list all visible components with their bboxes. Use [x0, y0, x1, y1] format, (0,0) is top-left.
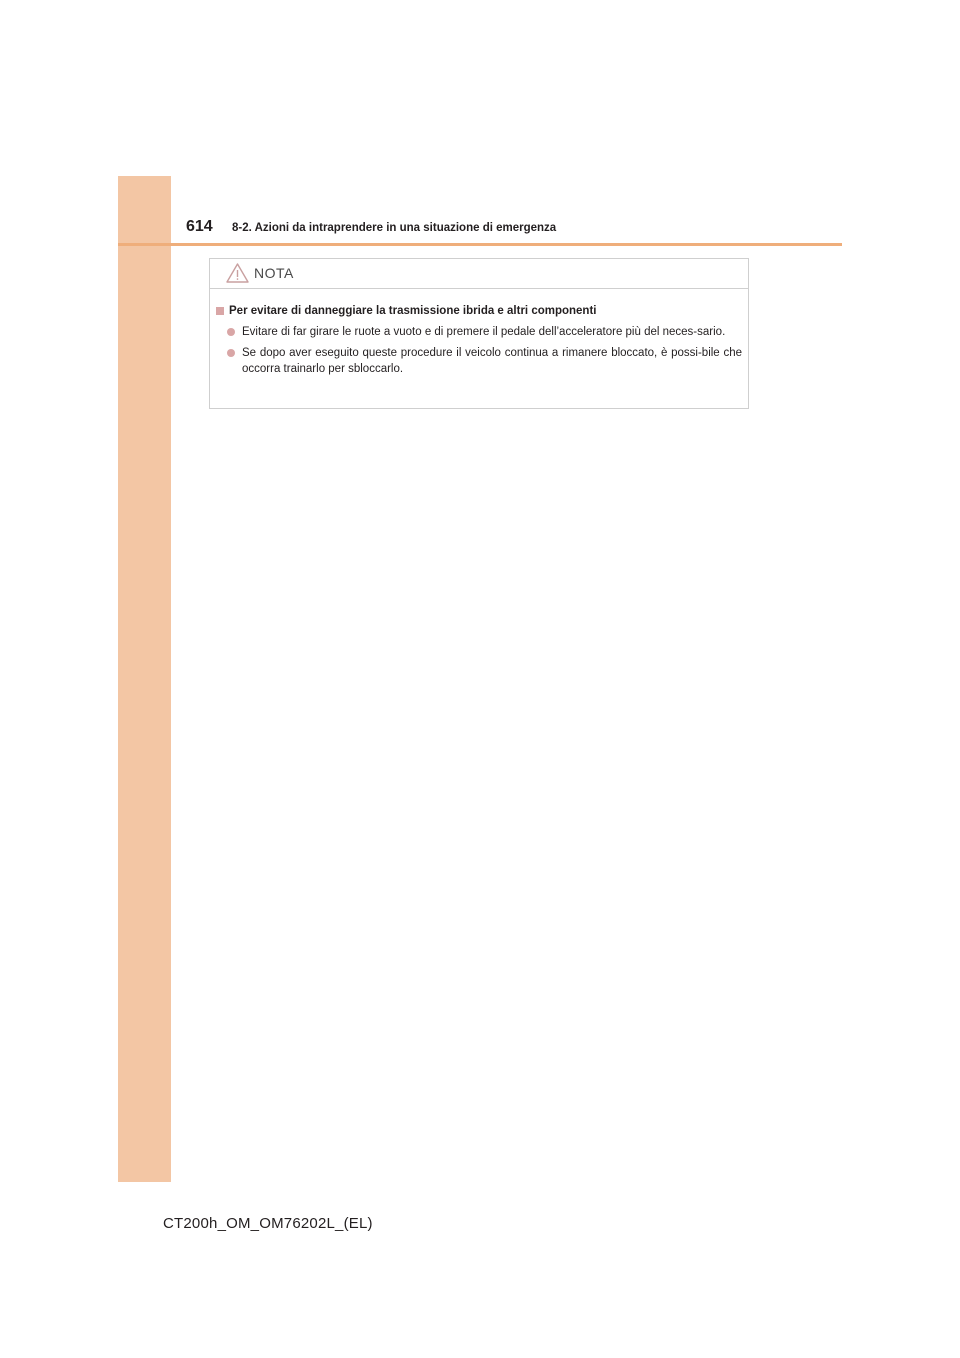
note-title: NOTA [254, 265, 294, 281]
page-number: 614 [186, 218, 213, 235]
section-title: 8-2. Azioni da intraprendere in una situazione di emergenza [232, 222, 557, 234]
square-bullet-icon [216, 307, 224, 315]
round-bullet-icon [227, 328, 235, 336]
header-rule [118, 243, 842, 246]
list-item [216, 345, 742, 377]
list-item-text: Evitare di far girare le ruote a vuoto e di premere il pedale dell’acceleratore più del neces-sario. [242, 326, 726, 338]
list-item-text: Se dopo aver eseguito queste procedure il veicolo continua a rimanere bloccato, è possi-bile che occorra trainarlo per sbloccarlo. [242, 347, 742, 375]
warning-triangle-icon [226, 263, 249, 283]
list-item [216, 324, 742, 340]
footer-document-code: CT200h_OM_OM76202L_(EL) [163, 1215, 373, 1232]
note-box [209, 258, 749, 409]
note-subheading [216, 303, 742, 319]
note-header [210, 259, 748, 289]
note-subheading-text: Per evitare di danneggiare la trasmissione ibrida e altri componenti [229, 305, 597, 317]
note-body [210, 289, 748, 377]
round-bullet-icon [227, 349, 235, 357]
chapter-side-band [118, 176, 171, 1182]
